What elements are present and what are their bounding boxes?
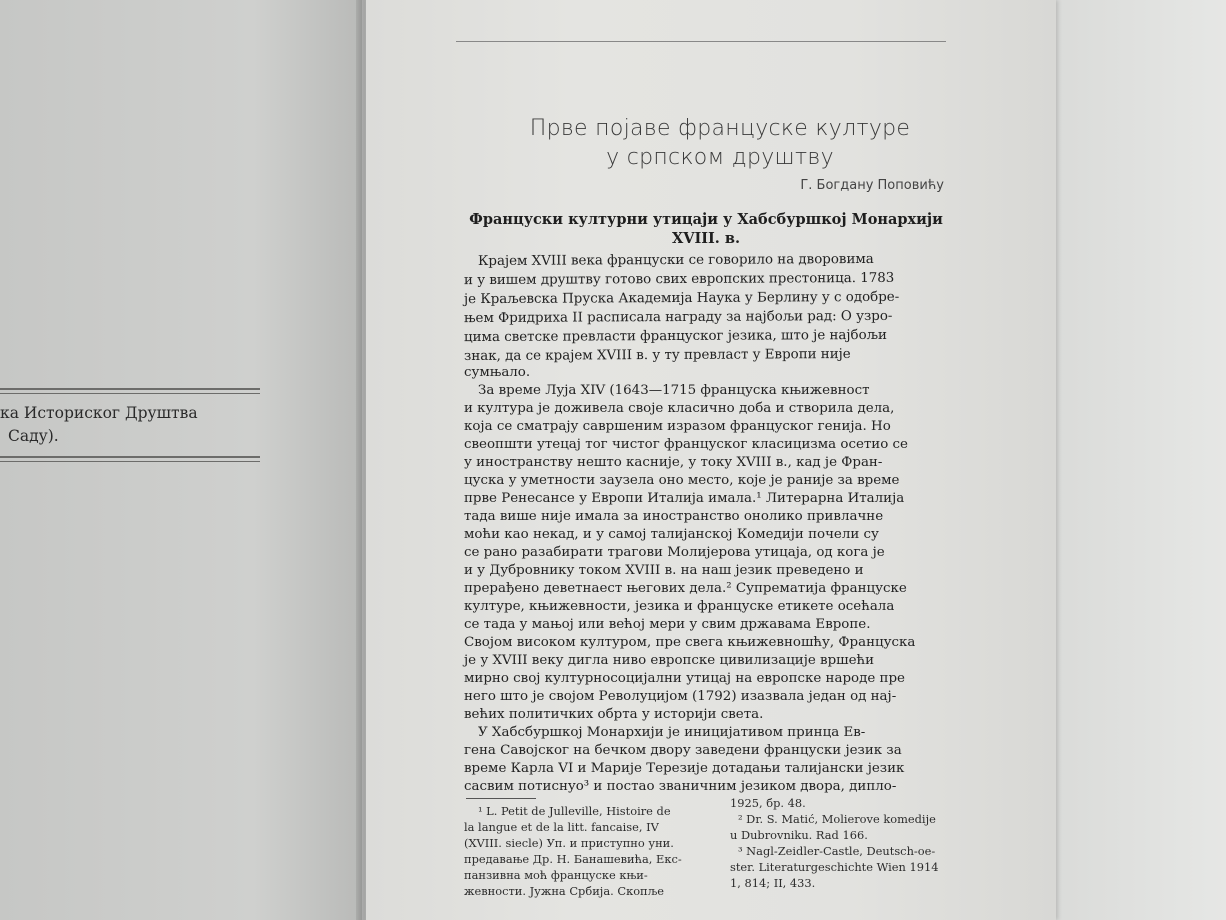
left-page-bottom-rule (0, 456, 260, 458)
page-top-rule (456, 41, 946, 42)
body-line: мирно свој културносоцијални утицај на европске народе пре (464, 671, 905, 686)
body-line: је у XVIII веку дигла ниво европске цивилизације вршећи (464, 653, 875, 668)
background-page-right (1040, 0, 1226, 920)
body-line: у иностранству нешто касније, у току XVIII в., кад је Фран- (464, 455, 883, 470)
section-heading-line-2: XVIII. в. (671, 230, 741, 247)
footnote-rule (466, 798, 536, 799)
left-page-bottom-rule-thin (0, 461, 260, 462)
body-line: За време Луја XIV (1643—1715 француска књижевност (478, 383, 870, 398)
footnote-line: предавање Др. Н. Банашевића, Екс- (464, 852, 682, 866)
left-page-line-1: ка Историског Друштва (0, 404, 198, 422)
body-line: сумњало. (464, 365, 531, 380)
body-line: већих политичких обрта у историји света. (464, 707, 764, 722)
section-heading-line-1: Француски културни утицаји у Хабсбуршкој Монархији (469, 211, 943, 228)
body-line: време Карла VI и Марије Терезије дотадањи талијански језик (464, 761, 905, 776)
body-line: цима светске превласти француског језика, што је најбољи (463, 327, 887, 346)
body-line: моћи као некад, и у самој талијанској Комедији почели су (464, 527, 879, 542)
body-line: знак, да се крајем XVIII в. у ту превласт у Европи није (463, 346, 851, 365)
body-line: прве Ренесансе у Европи Италија имала.¹ Литерарна Италија (464, 491, 905, 506)
footnote-line: ² Dr. S. Matić, Molierove komedije (738, 812, 936, 826)
article-title-line-2: у српском друштву (606, 145, 834, 170)
body-line: и култура је доживела своје класично доба и створила дела, (464, 401, 895, 416)
footnote-line: (XVIII. siecle) Уп. и приступно уни. (464, 836, 674, 850)
footnote-line: 1925, бр. 48. (730, 796, 806, 810)
body-line: је Краљевска Пруска Академија Наука у Берлину у с одобре- (463, 289, 900, 308)
footnote-line: жевности. Јужна Србија. Скопље (464, 884, 664, 898)
footnote-line: ¹ L. Petit de Julleville, Histoire de (478, 804, 671, 818)
article-title-line-1: Прве појаве француске културе (529, 116, 911, 141)
footnote-line: u Dubrovniku. Rad 166. (730, 828, 868, 842)
body-line: свеопшти утецај тог чистог француског класицизма осетио се (464, 437, 908, 452)
dedication: Г. Богдану Поповићу (800, 178, 944, 193)
footnote-line: панзивна моћ француске књи- (464, 868, 648, 882)
left-page (0, 0, 362, 920)
body-line: сасвим потиснуо³ и постао званичним језиком двора, дипло- (464, 779, 897, 794)
body-line: се рано разабирати трагови Молијерова утицаја, од кога је (464, 545, 885, 560)
body-line: прерађено деветнаест његових дела.² Супрематија француске (464, 581, 907, 596)
left-page-top-rule-thin (0, 393, 260, 394)
body-line: гена Савојског на бечком двору заведени француски језик за (464, 743, 902, 758)
body-line: Крајем XVIII века француски се говорило на дворовима (477, 251, 874, 270)
body-line: и у вишем друштву готово свих европских престоница. 1783 (463, 270, 895, 289)
body-line: културе, књижевности, језика и француске етикете осећала (464, 599, 895, 614)
body-line: тада више није имала за иностранство онолико привлачне (464, 509, 884, 524)
footnote-line: 1, 814; II, 433. (730, 876, 816, 890)
left-page-top-rule (0, 388, 260, 390)
left-page-line-2: Саду). (8, 427, 59, 445)
body-line: него што је својом Револуцијом (1792) изазвала један од нај- (464, 689, 897, 704)
footnote-line: ster. Literaturgeschichte Wien 1914 (730, 860, 939, 874)
body-line: цуска у уметности заузела оно место, које је раније за време (464, 473, 900, 488)
body-line: и у Дубровнику током XVIII в. на наш језик преведено и (464, 563, 864, 578)
footnote-line: ³ Nagl-Zeidler-Castle, Deutsch-oe- (738, 844, 936, 858)
footnote-line: la langue et de la litt. fancaise, IV (464, 820, 659, 834)
body-line: Својом високом културом, пре свега књижевношћу, Француска (464, 635, 916, 650)
body-line: се тада у мањој или већој мери у свим државама Европе. (464, 617, 871, 632)
body-line: У Хабсбуршкој Монархији је иницијативом принца Ев- (478, 725, 866, 740)
body-line: која се сматрају савршеним изразом француског генија. Но (464, 419, 891, 434)
body-line: њем Фридриха II расписала награду за најбољи рад: О узро- (463, 308, 893, 327)
